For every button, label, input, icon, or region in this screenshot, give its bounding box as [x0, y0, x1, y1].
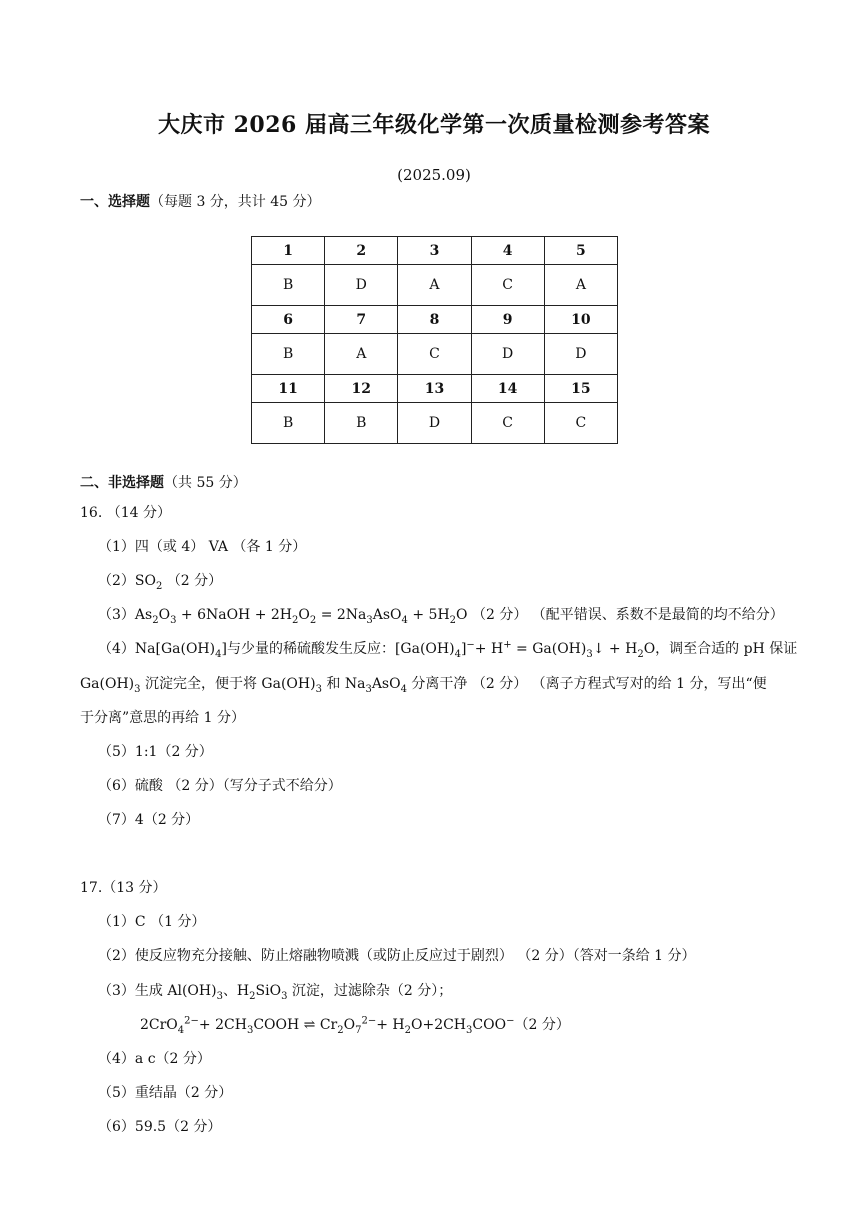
section-2-label: 二、非选择题 [80, 475, 164, 491]
q16-answer-4-line-3: 于分离”意思的再给 1 分） [80, 710, 245, 726]
q16-answer-3: $(3)As_2O_3$ + 6NaOH + $2H_2O_2 = 2Na_3AsO_4 + 5H_2O$ （2 分） （配平错误、系数不是最简的均不给分） [98, 607, 784, 626]
document-title: 大庆市 2026 届高三年级化学第一次质量检测参考答案 [157, 112, 711, 138]
answer-table-number-row [252, 237, 618, 265]
question-number-cell: 9 [471, 306, 544, 334]
q16-answer-5: （5）1:1（2 分） [98, 744, 213, 760]
question-number-cell: 12 [325, 375, 398, 403]
q16-answer-2-formula: （2）SO [98, 573, 156, 589]
answer-cell: D [471, 334, 544, 375]
q17-answer-3-line-1: （3）生成 $Al(OH)_3$、$H_2SiO_3$ 沉淀，过滤除杂（2 分）； [98, 983, 453, 1002]
q17-answer-1: （1）C （1 分） [98, 914, 206, 930]
answer-cell: A [544, 265, 617, 306]
question-number-cell: 3 [398, 237, 471, 265]
section-2-note: （共 55 分） [164, 475, 247, 491]
q16-answer-7: （7）4（2 分） [98, 812, 200, 828]
answer-table-number-row [252, 306, 618, 334]
q16-answer-2-score: （2 分） [166, 573, 223, 589]
q16-answer-2 [98, 572, 222, 590]
answer-cell: D [398, 403, 471, 444]
q17-answer-5: （5）重结晶（2 分） [98, 1085, 233, 1101]
question-number-cell: 11 [252, 375, 325, 403]
answer-cell: B [252, 403, 325, 444]
answer-cell: B [252, 265, 325, 306]
answer-cell: A [325, 334, 398, 375]
section-1-label: 一、选择题 [80, 194, 150, 210]
question-number-cell: 15 [544, 375, 617, 403]
answer-cell: D [544, 334, 617, 375]
question-number-cell: 4 [471, 237, 544, 265]
q17-answer-3-line-2: $2CrO_4^{2-}+ 2CH_3COOH$ ⇌ $Cr_2O_7^{2-}+ H_2O+2CH_3COO^-(2$ 分） [140, 1015, 570, 1036]
q17-heading: 17.（13 分） [80, 880, 167, 896]
q16-answer-6: （6）硫酸 （2 分）（写分子式不给分） [98, 778, 342, 794]
question-number-cell: 7 [325, 306, 398, 334]
answer-table-answer-row [252, 265, 618, 306]
answer-cell: C [471, 265, 544, 306]
question-number-cell: 6 [252, 306, 325, 334]
q17-answer-4: （4）a c（2 分） [98, 1051, 211, 1067]
answer-cell: B [325, 403, 398, 444]
q16-answer-4-line-2: $Ga(OH)_3$ 沉淀完全，便于将 $Ga(OH)_3$ 和 $Na_3AsO_4$ 分离干净 （2 分） （离子方程式写对的给 1 分，写出“便 [80, 676, 767, 695]
answer-cell: C [471, 403, 544, 444]
answer-cell: C [544, 403, 617, 444]
question-number-cell: 14 [471, 375, 544, 403]
section-1-note: （每题 3 分，共计 45 分） [150, 194, 321, 210]
q16-answer-2-sub: 2 [155, 580, 163, 592]
answer-cell: B [252, 334, 325, 375]
answer-cell: D [325, 265, 398, 306]
question-number-cell: 2 [325, 237, 398, 265]
answer-cell: A [398, 265, 471, 306]
question-number-cell: 10 [544, 306, 617, 334]
answer-table [251, 236, 618, 444]
section-2-heading [80, 474, 247, 492]
question-number-cell: 13 [398, 375, 471, 403]
section-1-heading [80, 193, 321, 211]
q17-answer-6: （6）59.5（2 分） [98, 1119, 222, 1135]
answer-table-number-row [252, 375, 618, 403]
answer-table-answer-row [252, 403, 618, 444]
document-date: (2025.09) [397, 166, 471, 184]
q16-answer-1: （1）四（或 4） VA （各 1 分） [98, 539, 307, 555]
q16-answer-4-line-1: $(4)Na[Ga(OH)_4]$与少量的稀硫酸发生反应：$[Ga(OH)_4]^-+ H^+$ = $Ga(OH)_3↓ + H_2O$，调至合适的 pH 保证 [98, 639, 798, 660]
question-number-cell: 1 [252, 237, 325, 265]
question-number-cell: 5 [544, 237, 617, 265]
answer-table-answer-row [252, 334, 618, 375]
answer-cell: C [398, 334, 471, 375]
q16-heading: 16. （14 分） [80, 505, 171, 521]
question-number-cell: 8 [398, 306, 471, 334]
q17-answer-2: （2）使反应物充分接触、防止熔融物喷溅（或防止反应过于剧烈） （2 分）（答对一条给 1 分） [98, 948, 696, 964]
